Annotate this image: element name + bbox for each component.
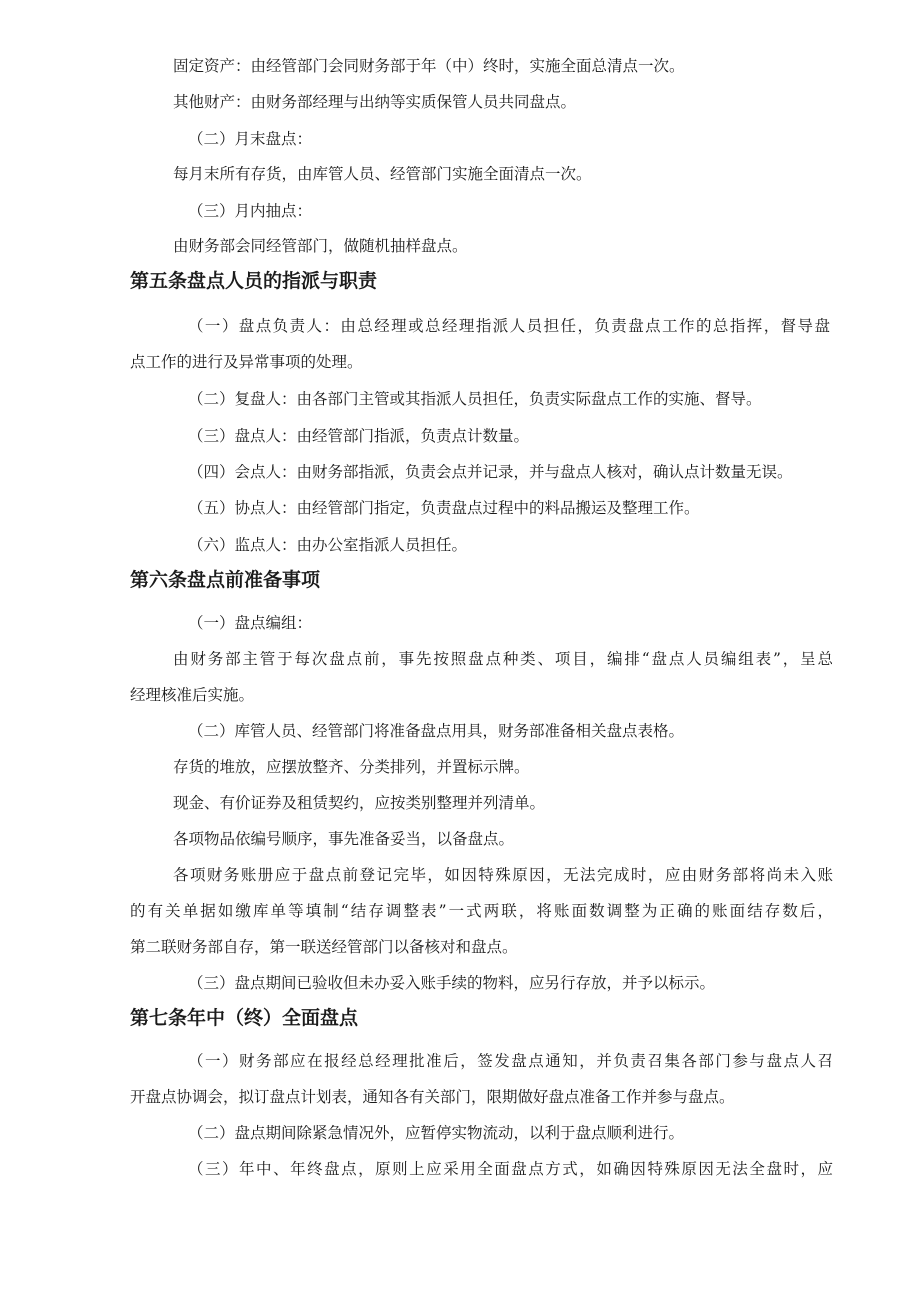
text-line: （二）复盘人：由各部门主管或其指派人员担任，负责实际盘点工作的实施、督导。 — [188, 390, 762, 408]
text-line: （三）月内抽点： — [188, 202, 313, 220]
text-line: （二）月末盘点： — [188, 130, 313, 148]
text-line: 现金、有价证券及租赁契约，应按类别整理并列清单。 — [173, 794, 546, 812]
article-6-heading: 第六条盘点前准备事项 — [130, 569, 321, 591]
text-line: （三）盘点人：由经管部门指派，负责点计数量。 — [188, 427, 530, 445]
text-line: 固定资产：由经管部门会同财务部于年（中）终时，实施全面总清点一次。 — [173, 57, 685, 75]
text-line: 存货的堆放，应摆放整齐、分类排列，并置标示牌。 — [173, 758, 530, 776]
text-line: 的有关单据如缴库单等填制“结存调整表”一式两联，将账面数调整为正确的账面结存数后， — [130, 902, 833, 920]
text-line: （一）盘点负责人：由总经理或总经理指派人员担任，负责盘点工作的总指挥，督导盘 — [188, 317, 830, 335]
text-line: （三）年中、年终盘点，原则上应采用全面盘点方式，如确因特殊原因无法全盘时，应 — [188, 1160, 833, 1178]
text-line: （三）盘点期间已验收但未办妥入账手续的物料，应另行存放，并予以标示。 — [188, 974, 716, 992]
text-line: （六）监点人：由办公室指派人员担任。 — [188, 536, 468, 554]
text-line: （五）协点人：由经管部门指定，负责盘点过程中的料品搬运及整理工作。 — [188, 499, 700, 517]
text-line: 点工作的进行及异常事项的处理。 — [130, 353, 363, 371]
text-line: 每月末所有存货，由库管人员、经管部门实施全面清点一次。 — [173, 165, 592, 183]
text-line: 经理核准后实施。 — [130, 686, 255, 704]
text-line: 各项物品依编号顺序，事先准备妥当，以备盘点。 — [173, 830, 515, 848]
text-line: （一）盘点编组： — [188, 614, 313, 632]
text-line: （一）财务部应在报经总经理批准后，签发盘点通知，并负责召集各部门参与盘点人召 — [188, 1052, 833, 1070]
text-line: （二）库管人员、经管部门将准备盘点用具，财务部准备相关盘点表格。 — [188, 722, 685, 740]
text-line: 各项财务账册应于盘点前登记完毕，如因特殊原因，无法完成时，应由财务部将尚未入账 — [173, 866, 833, 884]
text-line: （四）会点人：由财务部指派，负责会点并记录，并与盘点人核对，确认点计数量无误。 — [188, 463, 793, 481]
text-line: 开盘点协调会，拟订盘点计划表，通知各有关部门，限期做好盘点准备工作并参与盘点。 — [130, 1088, 735, 1106]
article-5-heading: 第五条盘点人员的指派与职责 — [130, 270, 378, 292]
text-line: 第二联财务部自存，第一联送经管部门以备核对和盘点。 — [130, 938, 518, 956]
article-7-heading: 第七条年中（终）全面盘点 — [130, 1007, 359, 1029]
text-line: 由财务部主管于每次盘点前，事先按照盘点种类、项目，编排“盘点人员编组表”，呈总 — [173, 650, 833, 668]
text-line: 其他财产：由财务部经理与出纳等实质保管人员共同盘点。 — [173, 93, 577, 111]
text-line: 由财务部会同经管部门，做随机抽样盘点。 — [173, 237, 468, 255]
text-line: （二）盘点期间除紧急情况外，应暂停实物流动，以利于盘点顺利进行。 — [188, 1124, 685, 1142]
